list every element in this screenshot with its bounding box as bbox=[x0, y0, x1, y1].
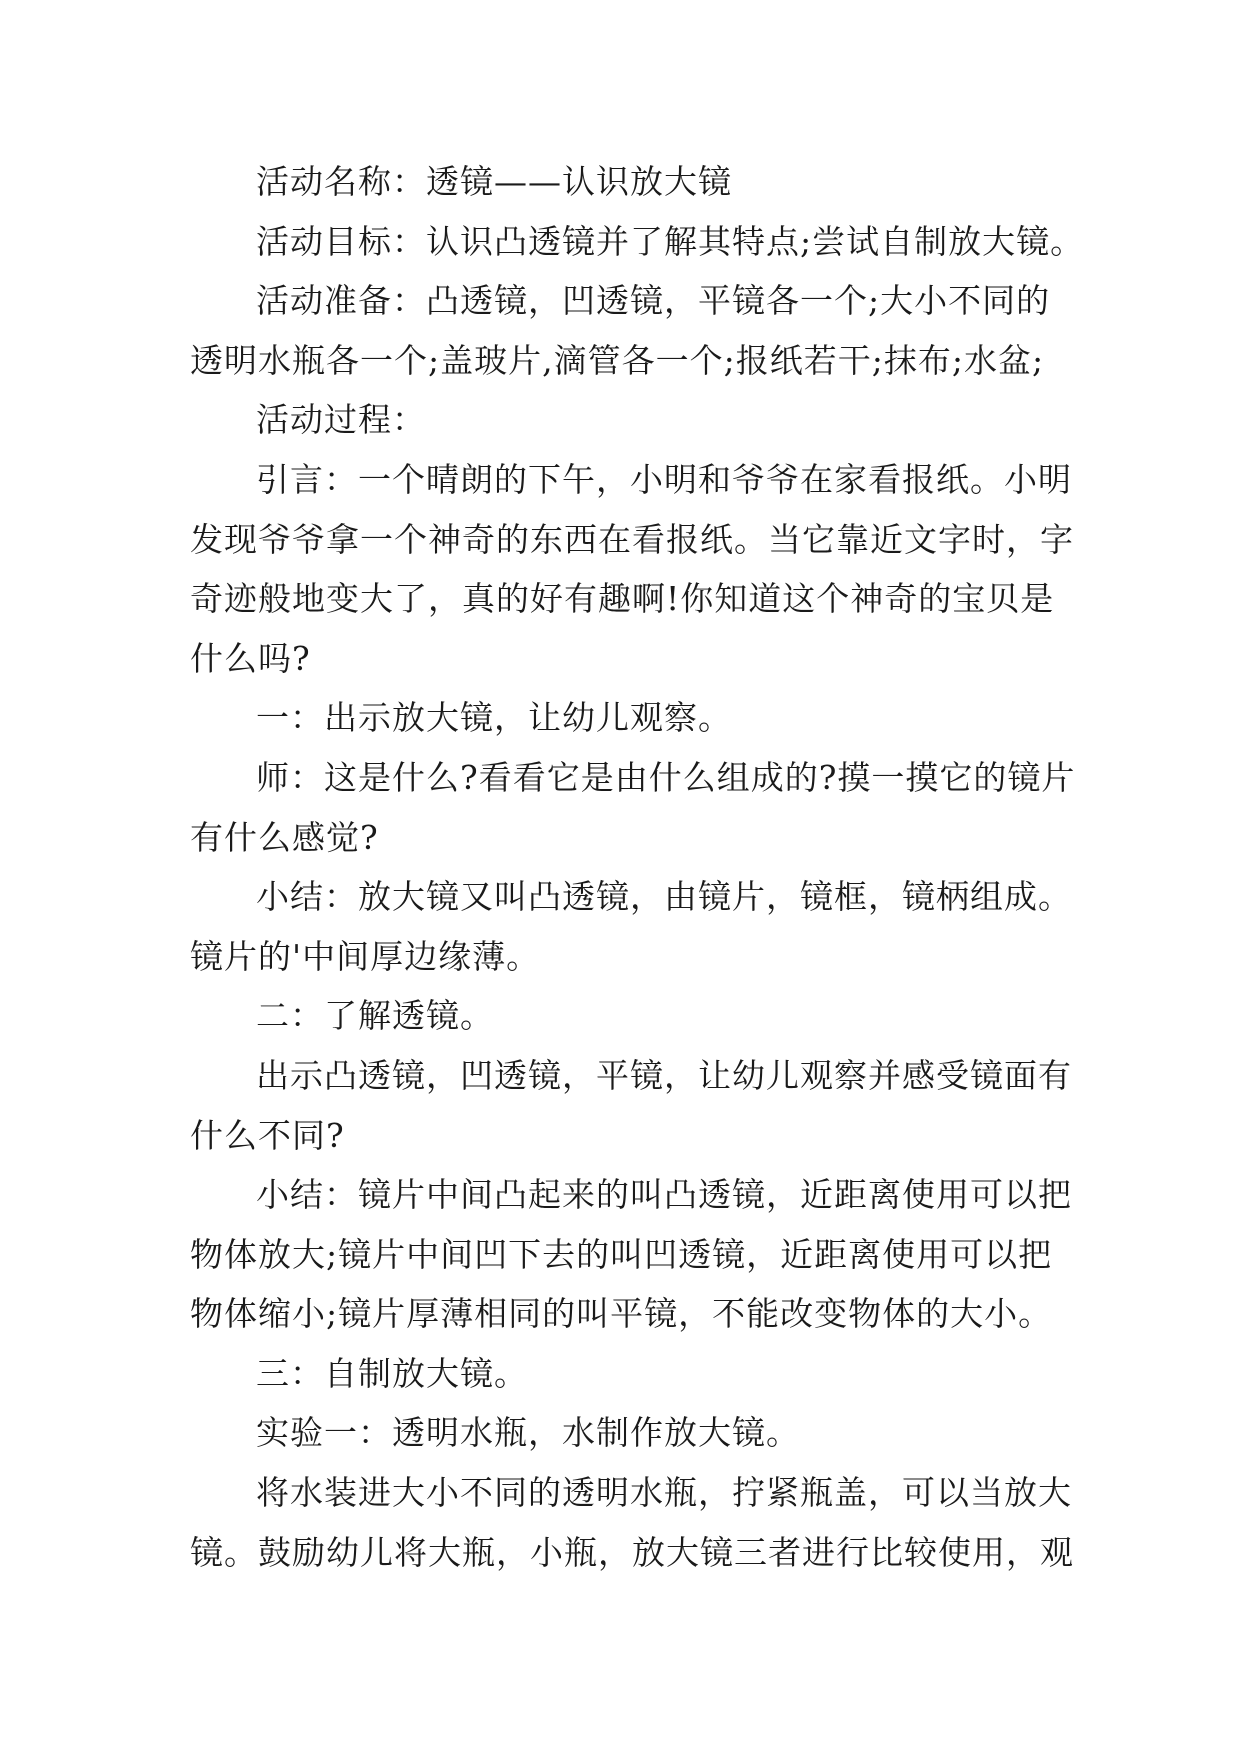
summary-two-paragraph bbox=[190, 1165, 1070, 1344]
text-line: 什么不同? bbox=[190, 1115, 345, 1155]
text-line: 一：出示放大镜，让幼儿观察。 bbox=[256, 698, 732, 738]
step-two-heading bbox=[190, 986, 1070, 1046]
teacher-question-paragraph bbox=[190, 748, 1076, 867]
document-body bbox=[190, 152, 1085, 1582]
text-line: 引言：一个晴朗的下午，小明和爷爷在家看报纸。小明 bbox=[256, 459, 1072, 499]
text-line: 将水装进大小不同的透明水瓶，拧紧瓶盖，可以当放大 bbox=[256, 1473, 1072, 1513]
text-line: 什么吗? bbox=[190, 638, 311, 678]
text-line: 活动名称：透镜——认识放大镜 bbox=[256, 162, 732, 201]
text-line: 小结：镜片中间凸起来的叫凸透镜，近距离使用可以把 bbox=[256, 1175, 1072, 1215]
text-line: 活动目标：认识凸透镜并了解其特点;尝试自制放大镜。 bbox=[256, 221, 1085, 261]
text-line: 三：自制放大镜。 bbox=[256, 1353, 528, 1393]
step-one-heading bbox=[190, 688, 1070, 748]
text-line: 有什么感觉? bbox=[190, 817, 379, 857]
summary-one-paragraph bbox=[190, 867, 1070, 986]
text-line: 透明水瓶各一个;盖玻片,滴管各一个;报纸若干;抹布;水盆; bbox=[190, 340, 1045, 380]
introduction-paragraph bbox=[190, 450, 1074, 688]
show-lenses-paragraph bbox=[190, 1046, 1070, 1165]
text-line: 物体缩小;镜片厚薄相同的叫平镜，不能改变物体的大小。 bbox=[190, 1294, 1053, 1334]
text-line: 发现爷爷拿一个神奇的东西在看报纸。当它靠近文字时，字 bbox=[190, 519, 1074, 559]
text-line: 二：了解透镜。 bbox=[256, 996, 494, 1036]
activity-name-paragraph bbox=[190, 152, 1070, 212]
activity-process-heading bbox=[190, 390, 1070, 450]
text-line: 奇迹般地变大了，真的好有趣啊!你知道这个神奇的宝贝是 bbox=[190, 579, 1055, 619]
text-line: 镜片的'中间厚边缘薄。 bbox=[190, 936, 541, 976]
text-line: 活动准备：凸透镜，凹透镜，平镜各一个;大小不同的 bbox=[256, 281, 1051, 321]
text-line: 出示凸透镜，凹透镜，平镜，让幼儿观察并感受镜面有 bbox=[256, 1055, 1072, 1095]
activity-preparation-paragraph bbox=[190, 271, 1070, 390]
text-line: 镜。鼓励幼儿将大瓶，小瓶，放大镜三者进行比较使用，观 bbox=[190, 1532, 1074, 1572]
experiment-one-heading bbox=[190, 1403, 1070, 1463]
text-line: 小结：放大镜又叫凸透镜，由镜片，镜框，镜柄组成。 bbox=[256, 877, 1072, 917]
text-line: 物体放大;镜片中间凹下去的叫凹透镜，近距离使用可以把 bbox=[190, 1234, 1053, 1274]
text-line: 师：这是什么?看看它是由什么组成的?摸一摸它的镜片 bbox=[256, 757, 1076, 797]
step-three-heading bbox=[190, 1344, 1070, 1404]
text-line: 活动过程： bbox=[256, 400, 426, 440]
activity-goal-paragraph bbox=[190, 212, 1085, 272]
text-line: 实验一：透明水瓶，水制作放大镜。 bbox=[256, 1413, 800, 1453]
experiment-one-paragraph bbox=[190, 1463, 1074, 1582]
